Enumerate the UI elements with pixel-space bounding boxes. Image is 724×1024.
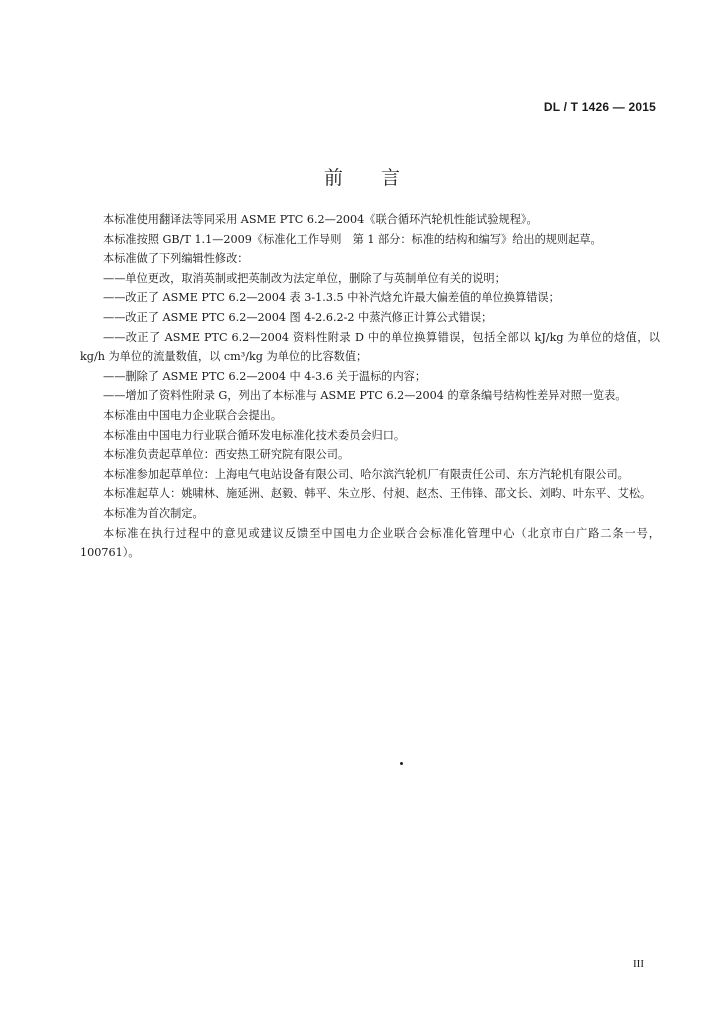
edit-item-appendix-g: ——增加了资料性附录 G，列出了本标准与 ASME PTC 6.2—2004 的章条编号结构性差异对照一览表。 (103, 389, 627, 403)
foreword-body (80, 210, 660, 563)
edit-item-appendix-d-correction: ——改正了 ASME PTC 6.2—2004 资料性附录 D 中的单位换算错误，包括全部以 kJ/kg 为单位的焓值，以 kg/h 为单位的流量数值，以 cm³/kg 为单位的比容数值； (80, 330, 660, 364)
stray-mark (400, 762, 403, 765)
paragraph-drafters: 本标准起草人：姚啸林、施延洲、赵毅、韩平、朱立彤、付昶、赵杰、王伟锋、邵文长、刘畇、叶东平、艾松。 (103, 487, 652, 501)
paragraph-proposer: 本标准由中国电力企业联合会提出。 (103, 408, 283, 422)
paragraph-feedback: 本标准在执行过程中的意见或建议反馈至中国电力企业联合会标准化管理中心（北京市白广路二条一号，100761）。 (80, 526, 660, 560)
paragraph-lead-drafter: 本标准负责起草单位：西安热工研究院有限公司。 (103, 448, 350, 462)
paragraph-participating-drafters: 本标准参加起草单位：上海电气电站设备有限公司、哈尔滨汽轮机厂有限责任公司、东方汽轮机有限公司。 (103, 467, 629, 481)
edit-item-units: ——单位更改，取消英制或把英制改为法定单位，删除了与英制单位有关的说明； (103, 271, 506, 285)
paragraph-committee: 本标准由中国电力行业联合循环发电标准化技术委员会归口。 (103, 428, 406, 442)
paragraph-drafting-rules: 本标准按照 GB/T 1.1—2009《标准化工作导则 第 1 部分：标准的结构和编写》给出的规则起草。 (103, 232, 602, 246)
edit-item-figure-correction: ——改正了 ASME PTC 6.2—2004 图 4-2.6.2-2 中蒸汽修正计算公式错误； (103, 310, 493, 324)
page-title: 前言 (323, 167, 438, 189)
paragraph-edits-intro: 本标准做了下列编辑性修改： (103, 252, 249, 266)
document-code: DL / T 1426 — 2015 (543, 100, 656, 114)
edit-item-deletion: ——删除了 ASME PTC 6.2—2004 中 4-3.6 关于温标的内容； (103, 369, 427, 383)
paragraph-adoption: 本标准使用翻译法等同采用 ASME PTC 6.2—2004《联合循环汽轮机性能试验规程》。 (103, 213, 538, 226)
page-number: III (633, 958, 644, 970)
paragraph-first-edition: 本标准为首次制定。 (103, 506, 204, 520)
edit-item-table-correction: ——改正了 ASME PTC 6.2—2004 表 3-1.3.5 中补汽焓允许最大偏差值的单位换算错误； (103, 291, 560, 305)
